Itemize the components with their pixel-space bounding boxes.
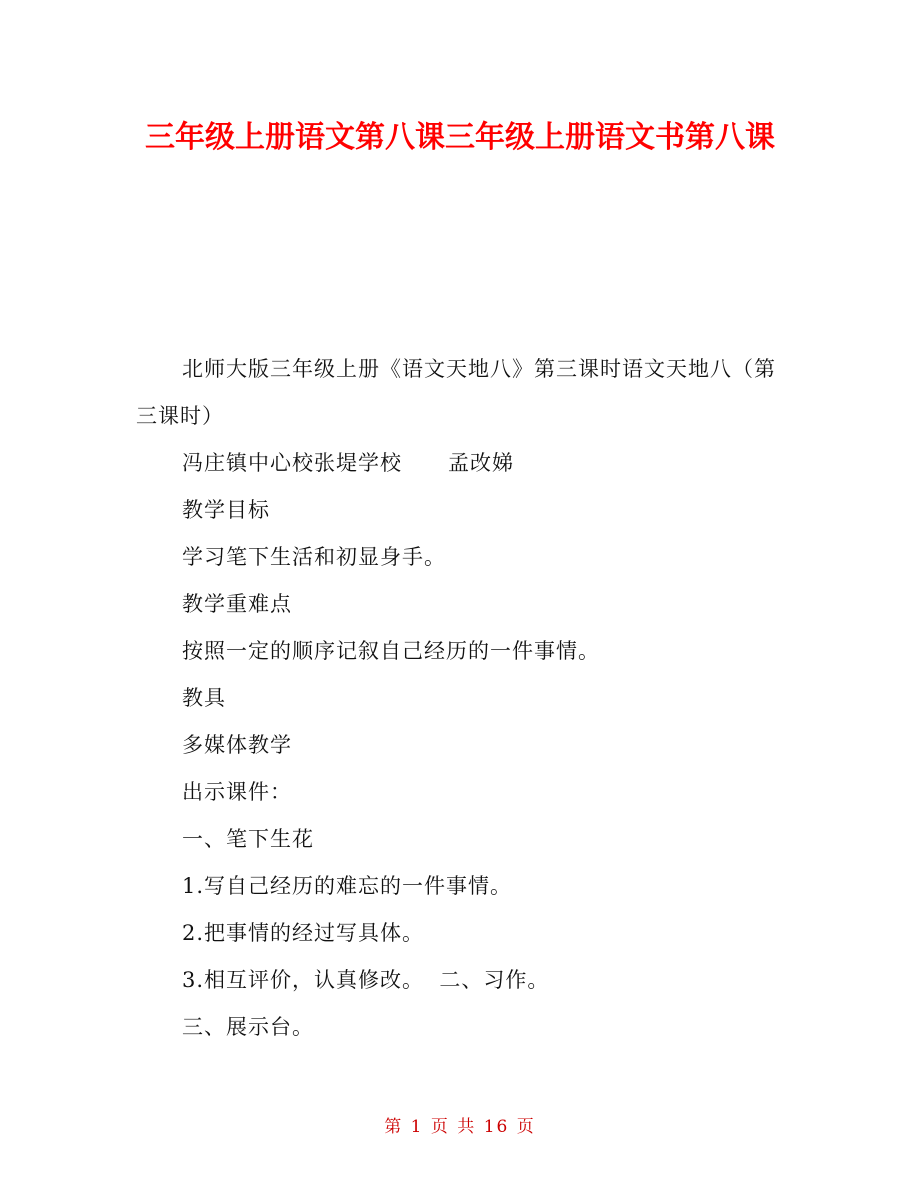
paragraph: 1.写自己经历的难忘的一件事情。 <box>182 874 513 898</box>
paragraph: 3.相互评价，认真修改。 二、习作。 <box>182 968 550 992</box>
paragraph: 冯庄镇中心校张堤学校 孟改娣 <box>182 451 515 475</box>
document-body <box>136 346 786 1051</box>
page-footer <box>0 1112 920 1137</box>
paragraph: 按照一定的顺序记叙自己经历的一件事情。 <box>182 639 600 663</box>
paragraph: 一、笔下生花 <box>182 827 314 851</box>
paragraph: 北师大版三年级上册《语文天地八》第三课时语文天地八（第三课时） <box>136 357 776 428</box>
paragraph: 教学目标 <box>182 498 270 522</box>
paragraph: 学习笔下生活和初显身手。 <box>182 545 446 569</box>
page-number-label: 第 1 页 共 16 页 <box>384 1117 536 1137</box>
paragraph: 三、展示台。 <box>182 1015 314 1039</box>
paragraph: 教学重难点 <box>182 592 292 616</box>
paragraph: 多媒体教学 <box>182 733 292 757</box>
paragraph: 教具 <box>182 686 226 710</box>
paragraph: 出示课件： <box>182 780 292 804</box>
document-title: 三年级上册语文第八课三年级上册语文书第八课 <box>145 120 775 155</box>
paragraph: 2.把事情的经过写具体。 <box>182 921 425 945</box>
